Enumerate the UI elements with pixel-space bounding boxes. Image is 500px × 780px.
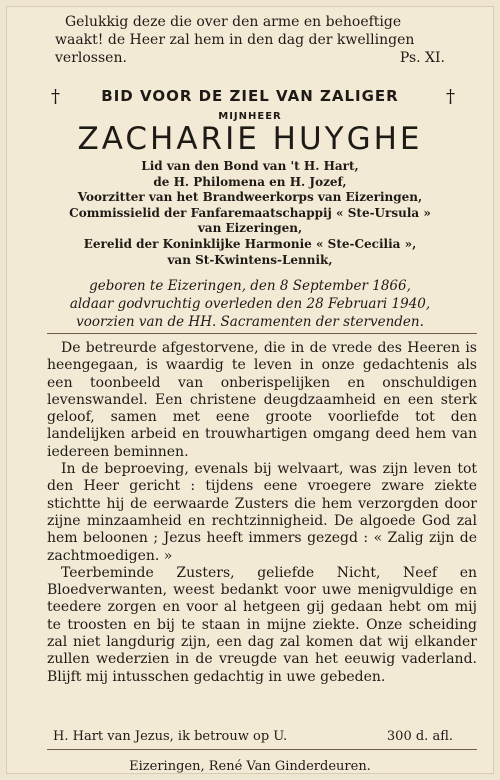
divider	[47, 749, 477, 750]
born-line: geboren te Eizeringen, den 8 September 1866,	[89, 278, 411, 294]
titles-block	[7, 159, 493, 268]
born-line: aldaar godvruchtig overleden den 28 Februari 1940,	[69, 296, 431, 312]
bio-paragraph: In de beproeving, evenals bij welvaart, was zijn leven tot den Heer gericht : tijdens eene vroegere zware ziekte stichtte hij de eerwaarde Zusters die hem verzorgden door zijne minzaamheid en rechtzinnigheid. De algoede God zal hem beloonen ; Jezus heeft immers gezegd : « Zalig zijn de zachtmoedigen. »	[47, 461, 477, 564]
title-line: Voorzitter van het Brandweerkorps van Eizeringen,	[77, 190, 423, 205]
honorific: MIJNHEER	[218, 111, 282, 122]
title-line: Lid van den Bond van 't H. Hart,	[141, 159, 359, 173]
birth-death-block	[7, 277, 493, 331]
quote-line: waakt! de Heer zal hem in den dag der kwellingen	[55, 32, 415, 48]
bio-paragraph: De betreurde afgestorvene, die in de vrede des Heeren is heengegaan, is waardig te leven in onze gedachtenis als een toonbeeld van onberispelijken en onschuldigen levenswandel. Een christene deugdzaamheid en een sterk geloof, samen met eene groote voorliefde tot den landelijken arbeid en trouwhartigen omgang deed hem van iedereen beminnen.	[47, 340, 477, 460]
indulgence-note: 300 d. afl.	[386, 729, 453, 744]
quote-line: verlossen.	[55, 50, 127, 66]
memorial-card	[6, 6, 494, 774]
born-line: voorzien van de HH. Sacramenten der stervenden.	[76, 314, 424, 330]
deceased-name: ZACHARIE HUYGHE	[77, 121, 423, 157]
bio-paragraph: Teerbeminde Zusters, geliefde Nicht, Neef en Bloedverwanten, weest bedankt voor uwe menigvuldige en teedere zorgen en voor al hetgeen gij gedaan hebt om mij te troosten en bij te staan in mijne ziekte. Onze scheiding zal niet langdurig zijn, een dag zal komen dat wij elkander zullen wederzien in de vreugde van het eeuwig vaderland. Blijft mij intusschen gedachtig in uwe gebeden.	[47, 564, 477, 685]
title-line: Commissielid der Fanfaremaatschappij « Ste-Ursula »	[69, 205, 431, 220]
divider	[47, 333, 477, 334]
prayer-heading: BID VOOR DE ZIEL VAN ZALIGER	[101, 87, 399, 105]
cross-icon: †	[51, 86, 60, 107]
title-line: van Eizeringen,	[197, 221, 303, 236]
title-line: van St-Kwintens-Lennik,	[167, 252, 333, 267]
quote-line: Gelukkig deze die over den arme en behoeftige	[65, 14, 402, 30]
scripture-quote	[55, 13, 475, 67]
title-line: de H. Philomena en H. Jozef,	[153, 174, 347, 189]
closing-prayer: H. Hart van Jezus, ik betrouw op U.	[53, 729, 288, 744]
title-line: Eerelid der Koninklijke Harmonie « Ste-Cecilia »,	[83, 236, 417, 251]
cross-icon: †	[446, 86, 455, 107]
printer-line: Eizeringen, René Van Ginderdeuren.	[129, 759, 371, 774]
quote-reference: Ps. XI.	[399, 50, 445, 66]
biography	[47, 340, 477, 686]
